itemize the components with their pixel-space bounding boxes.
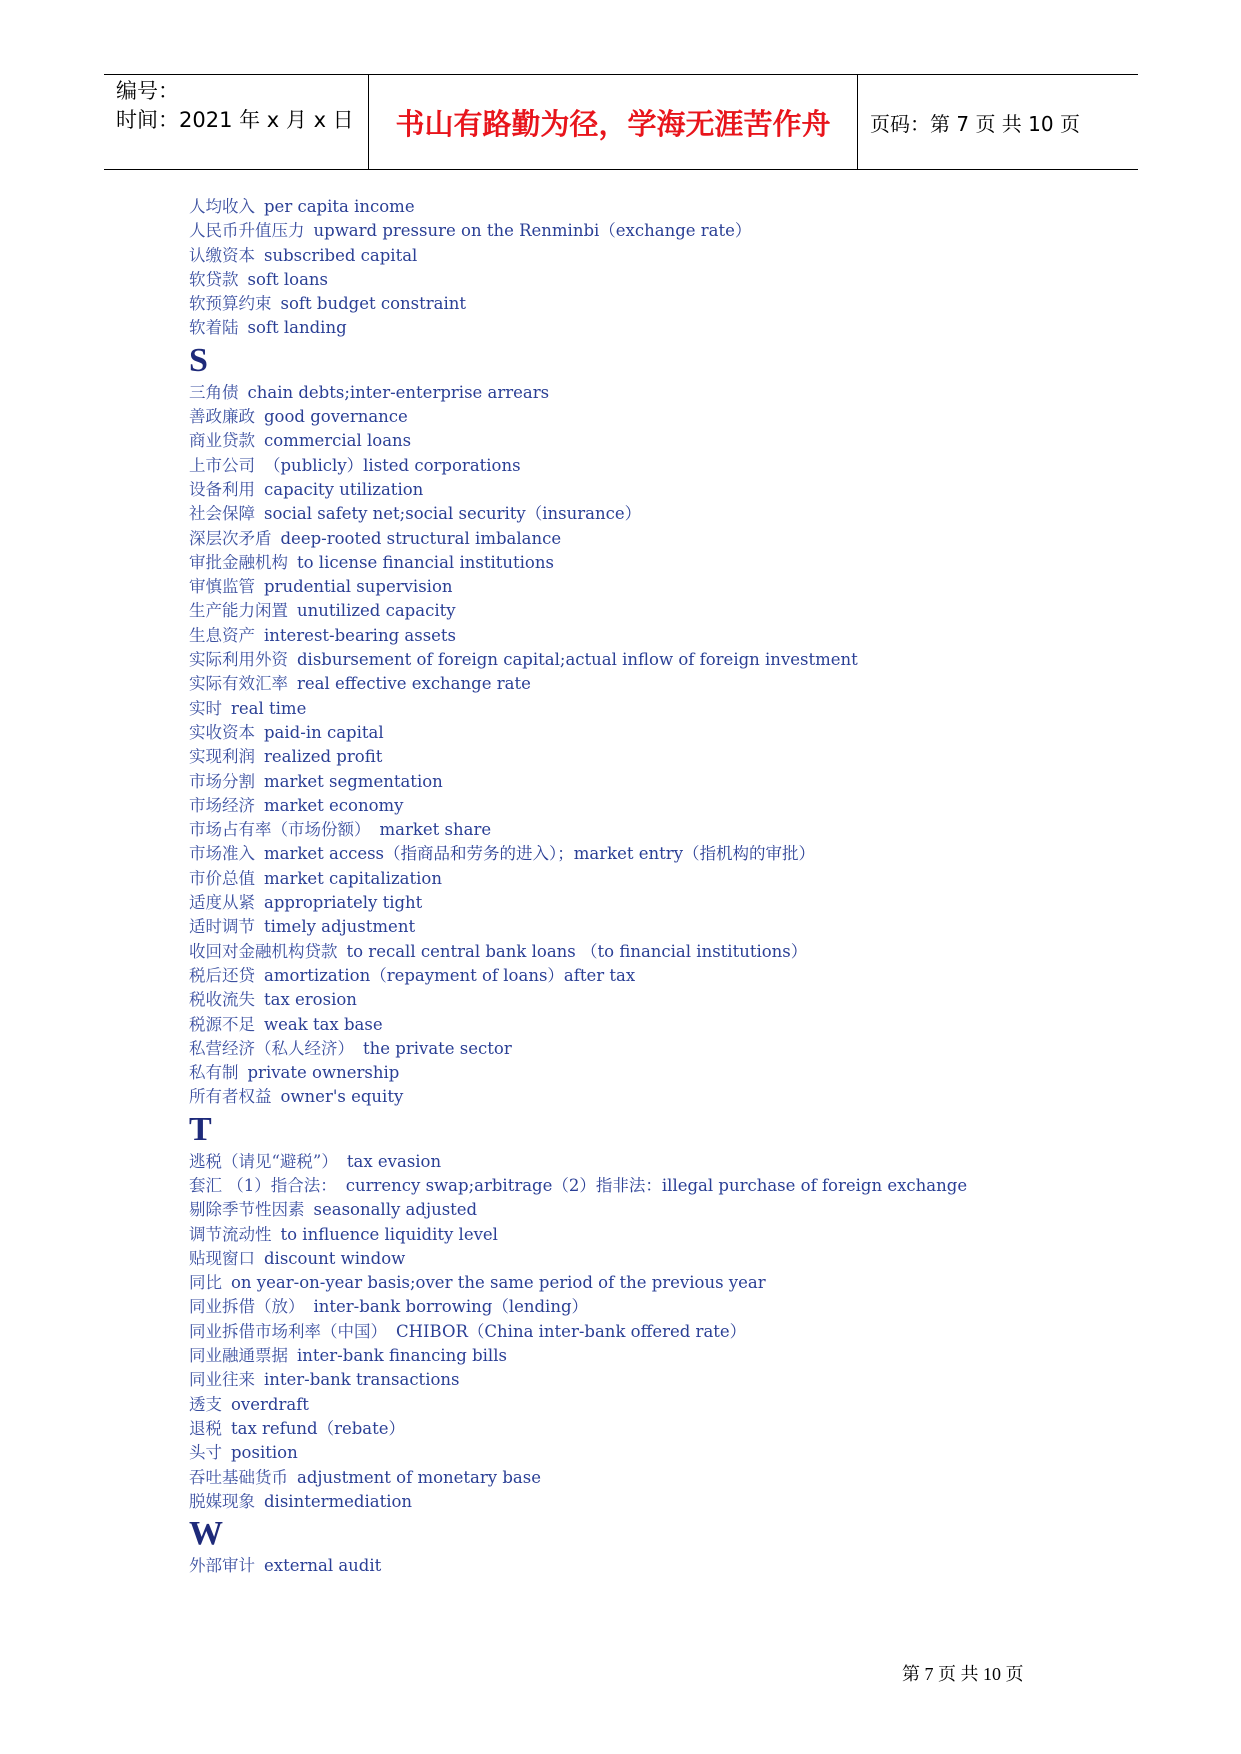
header-meta bbox=[104, 75, 368, 169]
entry-chinese-term: 私有制 bbox=[189, 1063, 239, 1083]
entry-chinese-term: 同业融通票据 bbox=[189, 1346, 288, 1366]
glossary-entry bbox=[189, 551, 1139, 575]
entry-chinese-term: 逃税（请见“避税”） bbox=[189, 1151, 338, 1171]
glossary-entry bbox=[189, 867, 1139, 891]
entry-english-term: （publicly）listed corporations bbox=[264, 455, 521, 475]
entry-english-term: to license financial institutions bbox=[297, 552, 554, 572]
entry-english-term: commercial loans bbox=[264, 431, 412, 451]
entry-english-term: good governance bbox=[264, 407, 408, 427]
entry-english-term: external audit bbox=[264, 1556, 382, 1576]
entry-chinese-term: 深层次矛盾 bbox=[189, 528, 272, 548]
entry-chinese-term: 市场占有率（市场份额） bbox=[189, 820, 371, 840]
glossary-entry bbox=[189, 244, 1139, 268]
entry-english-term: soft landing bbox=[247, 318, 347, 338]
glossary-entry bbox=[189, 1466, 1139, 1490]
glossary-entry bbox=[189, 624, 1139, 648]
entry-chinese-term: 上市公司 bbox=[189, 455, 255, 475]
entry-chinese-term: 吞吐基础货币 bbox=[189, 1467, 288, 1487]
entry-english-term: soft loans bbox=[247, 269, 329, 289]
entry-english-term: market share bbox=[379, 820, 492, 840]
entry-chinese-term: 生产能力闲置 bbox=[189, 601, 288, 621]
entry-english-term: amortization（repayment of loans）after tax bbox=[264, 965, 636, 985]
entry-english-term: owner's equity bbox=[280, 1087, 404, 1107]
entry-english-term: social safety net;social security（insurance） bbox=[264, 504, 642, 524]
entry-chinese-term: 市场经济 bbox=[189, 795, 255, 815]
glossary-entry bbox=[189, 721, 1139, 745]
entry-english-term: overdraft bbox=[231, 1394, 309, 1414]
glossary-entry bbox=[189, 1150, 1139, 1174]
glossary-entry bbox=[189, 1085, 1139, 1109]
entry-chinese-term: 套汇 （1）指合法： bbox=[189, 1175, 337, 1195]
entry-english-term: prudential supervision bbox=[264, 577, 453, 597]
entry-chinese-term: 软预算约束 bbox=[189, 294, 272, 314]
glossary-entry bbox=[189, 648, 1139, 672]
glossary-entry bbox=[189, 1295, 1139, 1319]
glossary-entry bbox=[189, 1223, 1139, 1247]
entry-chinese-term: 税源不足 bbox=[189, 1014, 255, 1034]
glossary-entry bbox=[189, 381, 1139, 405]
glossary-entry bbox=[189, 842, 1139, 866]
entry-chinese-term: 税后还贷 bbox=[189, 965, 255, 985]
entry-chinese-term: 商业贷款 bbox=[189, 431, 255, 451]
glossary-entry bbox=[189, 292, 1139, 316]
glossary-entry bbox=[189, 1247, 1139, 1271]
entry-chinese-term: 实际利用外资 bbox=[189, 650, 288, 670]
entry-chinese-term: 贴现窗口 bbox=[189, 1248, 255, 1268]
entry-chinese-term: 剔除季节性因素 bbox=[189, 1200, 305, 1220]
glossary-entry bbox=[189, 697, 1139, 721]
entry-english-term: on year-on-year basis;over the same period of the previous year bbox=[231, 1273, 766, 1293]
glossary-entry bbox=[189, 1490, 1139, 1514]
entry-chinese-term: 适时调节 bbox=[189, 917, 255, 937]
entry-english-term: tax erosion bbox=[264, 990, 357, 1010]
entry-english-term: per capita income bbox=[264, 197, 415, 216]
entry-chinese-term: 审慎监管 bbox=[189, 577, 255, 597]
glossary-entry bbox=[189, 1174, 1139, 1198]
glossary-entry bbox=[189, 527, 1139, 551]
entry-chinese-term: 市场准入 bbox=[189, 844, 255, 864]
header-motto: 书山有路勤为径，学海无涯苦作舟 bbox=[368, 75, 858, 169]
entry-chinese-term: 生息资产 bbox=[189, 625, 255, 645]
entry-chinese-term: 人均收入 bbox=[189, 197, 255, 216]
entry-english-term: capacity utilization bbox=[264, 479, 424, 499]
entry-english-term: market access（指商品和劳务的进入）；market entry（指机构的审批） bbox=[264, 844, 816, 864]
entry-chinese-term: 调节流动性 bbox=[189, 1224, 272, 1244]
glossary-entry bbox=[189, 915, 1139, 939]
glossary-entry bbox=[189, 672, 1139, 696]
entry-english-term: unutilized capacity bbox=[297, 601, 456, 621]
section-letter-heading: S bbox=[189, 341, 208, 379]
glossary-entry bbox=[189, 988, 1139, 1012]
entry-english-term: adjustment of monetary base bbox=[297, 1467, 541, 1487]
entry-english-term: realized profit bbox=[264, 747, 383, 767]
entry-chinese-term: 所有者权益 bbox=[189, 1087, 272, 1107]
section-letter-heading: W bbox=[189, 1515, 223, 1553]
entry-english-term: real time bbox=[231, 698, 307, 718]
glossary-entry bbox=[189, 1198, 1139, 1222]
glossary-entry bbox=[189, 454, 1139, 478]
entry-english-term: inter-bank borrowing（lending） bbox=[313, 1297, 589, 1317]
glossary-entry bbox=[189, 794, 1139, 818]
entry-chinese-term: 退税 bbox=[189, 1418, 222, 1438]
entry-english-term: the private sector bbox=[363, 1038, 512, 1058]
entry-chinese-term: 社会保障 bbox=[189, 504, 255, 524]
document-number-label: 编号： bbox=[116, 79, 179, 103]
entry-english-term: to recall central bank loans （to financial institutions） bbox=[346, 941, 808, 961]
glossary-entry bbox=[189, 316, 1139, 340]
entry-english-term: CHIBOR（China inter-bank offered rate） bbox=[396, 1321, 747, 1341]
page-header bbox=[104, 74, 1138, 170]
entry-english-term: inter-bank transactions bbox=[264, 1370, 460, 1390]
entry-chinese-term: 软贷款 bbox=[189, 269, 239, 289]
glossary-entry bbox=[189, 1061, 1139, 1085]
entry-english-term: tax evasion bbox=[346, 1151, 442, 1171]
entry-chinese-term: 透支 bbox=[189, 1394, 222, 1414]
glossary-content bbox=[189, 195, 1139, 1578]
glossary-entry bbox=[189, 219, 1139, 243]
entry-english-term: market economy bbox=[264, 795, 404, 815]
glossary-entry bbox=[189, 1417, 1139, 1441]
entry-english-term: market capitalization bbox=[264, 868, 442, 888]
entry-chinese-term: 同业拆借市场利率（中国） bbox=[189, 1321, 387, 1341]
entry-chinese-term: 适度从紧 bbox=[189, 893, 255, 913]
glossary-entry bbox=[189, 940, 1139, 964]
entry-english-term: real effective exchange rate bbox=[297, 674, 531, 694]
entry-english-term: currency swap;arbitrage（2）指非法：illegal purchase of foreign exchange bbox=[345, 1175, 968, 1195]
entry-chinese-term: 同业往来 bbox=[189, 1370, 255, 1390]
glossary-entry bbox=[189, 478, 1139, 502]
entry-english-term: market segmentation bbox=[264, 771, 443, 791]
entry-english-term: soft budget constraint bbox=[280, 294, 466, 314]
entry-chinese-term: 实时 bbox=[189, 698, 222, 718]
document-time-label: 时间：2021 年 x 月 x 日 bbox=[116, 108, 354, 132]
glossary-entry bbox=[189, 1554, 1139, 1578]
entry-english-term: subscribed capital bbox=[264, 245, 418, 265]
glossary-entry bbox=[189, 1344, 1139, 1368]
glossary-entry bbox=[189, 1441, 1139, 1465]
entry-english-term: disintermediation bbox=[264, 1491, 413, 1511]
glossary-entry bbox=[189, 1013, 1139, 1037]
entry-english-term: deep-rooted structural imbalance bbox=[280, 528, 562, 548]
entry-chinese-term: 实现利润 bbox=[189, 747, 255, 767]
entry-chinese-term: 认缴资本 bbox=[189, 245, 255, 265]
entry-chinese-term: 人民币升值压力 bbox=[189, 221, 305, 241]
entry-english-term: interest-bearing assets bbox=[264, 625, 457, 645]
entry-english-term: chain debts;inter-enterprise arrears bbox=[247, 382, 550, 402]
glossary-entry bbox=[189, 745, 1139, 769]
entry-chinese-term: 头寸 bbox=[189, 1443, 222, 1463]
entry-chinese-term: 同业拆借（放） bbox=[189, 1297, 305, 1317]
entry-english-term: appropriately tight bbox=[264, 893, 423, 913]
glossary-entry bbox=[189, 599, 1139, 623]
entry-english-term: to influence liquidity level bbox=[280, 1224, 498, 1244]
page-footer: 第 7 页 共 10 页 bbox=[902, 1664, 1024, 1684]
glossary-entry bbox=[189, 964, 1139, 988]
entry-chinese-term: 私营经济（私人经济） bbox=[189, 1038, 354, 1058]
entry-chinese-term: 收回对金融机构贷款 bbox=[189, 941, 338, 961]
entry-english-term: private ownership bbox=[247, 1063, 400, 1083]
entry-chinese-term: 市价总值 bbox=[189, 868, 255, 888]
entry-english-term: seasonally adjusted bbox=[313, 1200, 478, 1220]
entry-english-term: timely adjustment bbox=[264, 917, 416, 937]
entry-chinese-term: 三角债 bbox=[189, 382, 239, 402]
glossary-entry bbox=[189, 1271, 1139, 1295]
glossary-entry bbox=[189, 268, 1139, 292]
entry-english-term: tax refund（rebate） bbox=[231, 1418, 406, 1438]
entry-english-term: inter-bank financing bills bbox=[297, 1346, 507, 1366]
glossary-entry bbox=[189, 1393, 1139, 1417]
glossary-entry bbox=[189, 1368, 1139, 1392]
entry-english-term: weak tax base bbox=[264, 1014, 383, 1034]
entry-chinese-term: 实际有效汇率 bbox=[189, 674, 288, 694]
entry-english-term: position bbox=[231, 1443, 298, 1463]
glossary-entry bbox=[189, 1037, 1139, 1061]
entry-chinese-term: 设备利用 bbox=[189, 479, 255, 499]
entry-chinese-term: 审批金融机构 bbox=[189, 552, 288, 572]
entry-chinese-term: 善政廉政 bbox=[189, 407, 255, 427]
glossary-entry bbox=[189, 502, 1139, 526]
entry-english-term: upward pressure on the Renminbi（exchange rate） bbox=[313, 221, 752, 241]
entry-english-term: discount window bbox=[264, 1248, 406, 1268]
entry-chinese-term: 税收流失 bbox=[189, 990, 255, 1010]
entry-chinese-term: 实收资本 bbox=[189, 722, 255, 742]
glossary-entry bbox=[189, 195, 1139, 219]
entry-chinese-term: 同比 bbox=[189, 1273, 222, 1293]
entry-chinese-term: 软着陆 bbox=[189, 318, 239, 338]
header-page-number: 页码：第 7 页 共 10 页 bbox=[870, 111, 1080, 136]
glossary-entry bbox=[189, 429, 1139, 453]
entry-chinese-term: 市场分割 bbox=[189, 771, 255, 791]
entry-english-term: paid-in capital bbox=[264, 722, 384, 742]
section-letter-heading: T bbox=[189, 1110, 212, 1148]
glossary-entry bbox=[189, 818, 1139, 842]
glossary-entry bbox=[189, 770, 1139, 794]
entry-english-term: disbursement of foreign capital;actual inflow of foreign investment bbox=[297, 650, 858, 670]
glossary-entry bbox=[189, 405, 1139, 429]
glossary-entry bbox=[189, 1320, 1139, 1344]
glossary-entry bbox=[189, 575, 1139, 599]
entry-chinese-term: 外部审计 bbox=[189, 1556, 255, 1576]
entry-chinese-term: 脱媒现象 bbox=[189, 1491, 255, 1511]
glossary-entry bbox=[189, 891, 1139, 915]
